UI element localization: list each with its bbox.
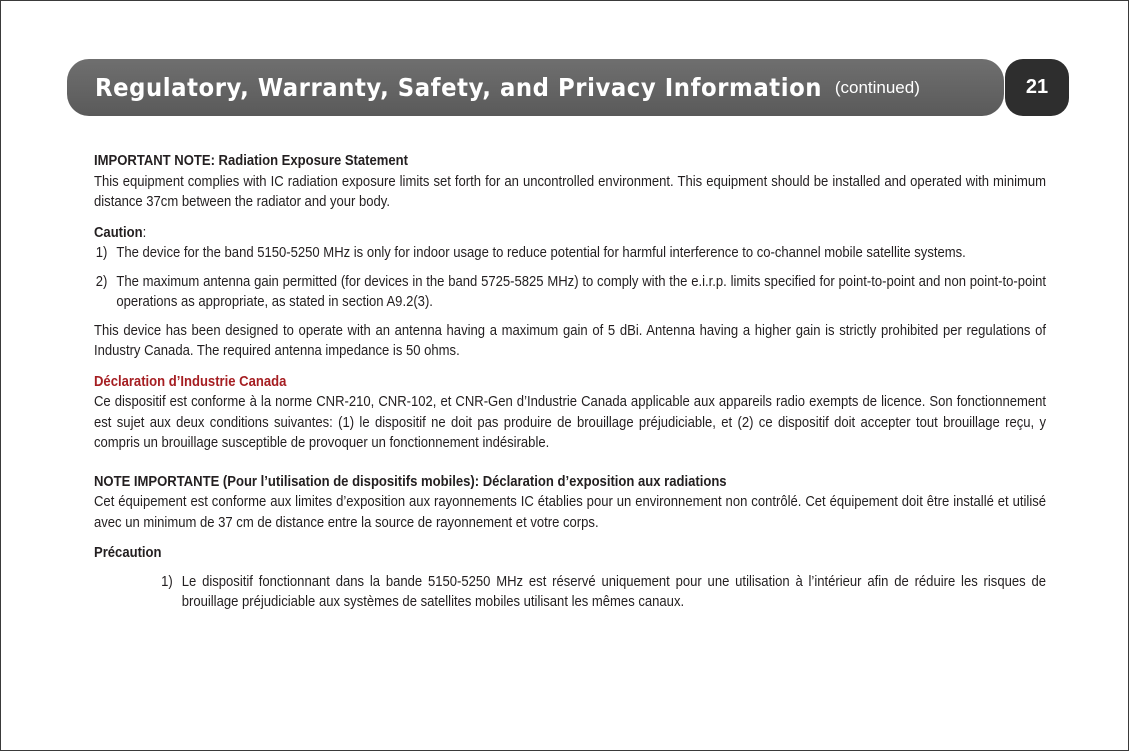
page-number-badge: 21 <box>1005 59 1069 116</box>
precaution-heading: Précaution <box>94 544 162 561</box>
page-title: Regulatory, Warranty, Safety, and Privacy Information <box>95 73 823 102</box>
section-title-bar <box>67 59 1004 116</box>
precaution-item-text: Le dispositif fonctionnant dans la bande 5150-5250 MHz est réservé uniquement pour une utilisation à l’intérieur afin de réduire les risques de brouillage préjudiciable aux systèmes de satellites mobiles utilisant les mêmes canaux. <box>181 572 1047 610</box>
antenna-body: This device has been designed to operate with an antenna having a maximum gain of 5 dBi. Antenna having a higher gain is strictly prohibited per regulations of Industry Canada. The required antenna impedance is 50 ohms. <box>94 321 1047 359</box>
caution-heading: Caution <box>94 223 143 241</box>
precaution-item <box>94 572 1046 613</box>
caution-colon: : <box>142 223 147 241</box>
declaration-body: Ce dispositif est conforme à la norme CNR-210, CNR-102, et CNR-Gen d’Industrie Canada applicable aux appareils radio exempts de licence. Son fonctionnement est sujet aux deux conditions suivantes: (1) le dispositif ne doit pas produire de brouillage préjudiciable, et (2) ce dispositif doit accepter tout brouillage reçu, y compris un brouillage susceptible de provoquer un fonctionnement indésirable. <box>94 393 1047 451</box>
caution-heading-line <box>94 223 1046 244</box>
precaution-item-number: 1) <box>161 572 173 590</box>
important-note-body: This equipment complies with IC radiation exposure limits set forth for an uncontrolled environment. This equipment should be installed and operated with minimum distance 37cm between the radiator and your body. <box>94 172 1047 210</box>
caution-item-number: 2) <box>95 272 108 290</box>
page-subtitle: (continued) <box>834 77 920 97</box>
caution-item-text: The device for the band 5150-5250 MHz is only for indoor usage to reduce potential for harmful interference to co-channel mobile satellite systems. <box>116 244 966 261</box>
page-content <box>94 151 1046 613</box>
caution-item <box>94 243 1046 264</box>
caution-item-text: The maximum antenna gain permitted (for devices in the band 5725-5825 MHz) to comply with the e.i.r.p. limits specified for point-to-point and non point-to-point operations as appropriate, as stated in section A9.2(3). <box>116 272 1047 310</box>
note-importante-heading: NOTE IMPORTANTE (Pour l’utilisation de dispositifs mobiles): Déclaration d’exposition aux radiations <box>94 472 727 490</box>
caution-item-number: 1) <box>95 244 108 261</box>
declaration-heading: Déclaration d’Industrie Canada <box>94 372 287 390</box>
caution-item <box>94 272 1046 313</box>
important-note-heading: IMPORTANT NOTE: Radiation Exposure Statement <box>94 152 408 169</box>
note-importante-body: Cet équipement est conforme aux limites d’exposition aux rayonnements IC établies pour un environnement non contrôlé. Cet équipement doit être installé et utilisé avec un minimum de 37 cm de distance entre la source de rayonnement et votre corps. <box>94 493 1047 531</box>
